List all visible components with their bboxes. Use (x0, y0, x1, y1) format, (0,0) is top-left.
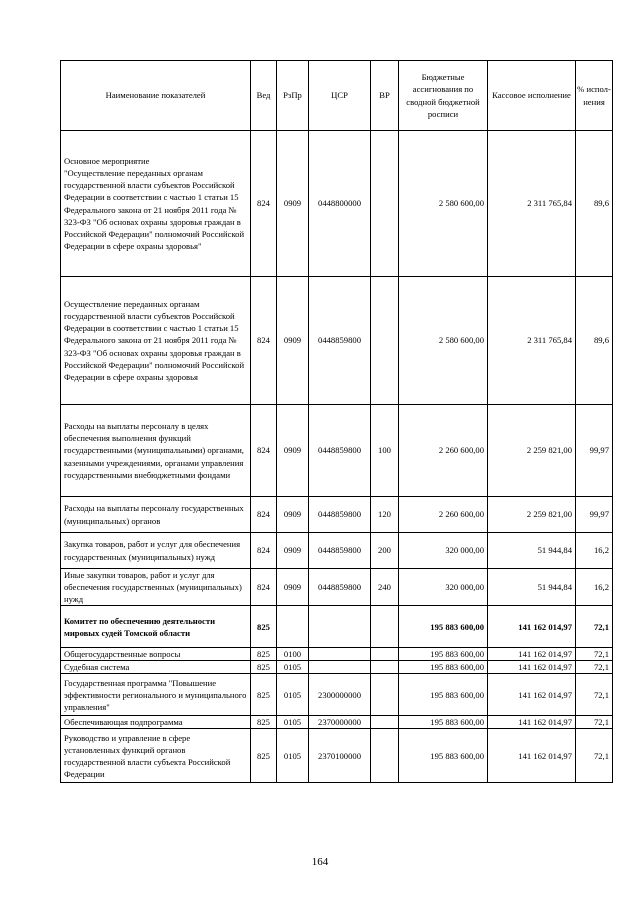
table-row (61, 497, 613, 533)
cell-ved: 824 (251, 277, 277, 405)
cell-rzpr: 0909 (277, 131, 309, 277)
header-rzpr: РзПр (277, 61, 309, 131)
cell-cash: 141 162 014,97 (488, 674, 576, 716)
table-row (61, 648, 613, 661)
cell-cash: 51 944,84 (488, 533, 576, 569)
cell-pct: 72,1 (576, 716, 613, 729)
table-header-row (61, 61, 613, 131)
cell-cash: 51 944,84 (488, 569, 576, 606)
cell-rzpr: 0909 (277, 405, 309, 497)
cell-name: Закупка товаров, работ и услуг для обеспечения государственных (муниципальных) нужд (61, 533, 251, 569)
cell-name: Общегосударственные вопросы (61, 648, 251, 661)
cell-cash: 141 162 014,97 (488, 648, 576, 661)
cell-cash: 141 162 014,97 (488, 606, 576, 648)
cell-pct: 99,97 (576, 497, 613, 533)
cell-cash: 141 162 014,97 (488, 729, 576, 783)
cell-vr (371, 131, 399, 277)
cell-pct: 89,6 (576, 131, 613, 277)
cell-vr (371, 277, 399, 405)
cell-vr: 100 (371, 405, 399, 497)
cell-ved: 825 (251, 716, 277, 729)
header-name: Наименование показателей (61, 61, 251, 131)
cell-pct: 72,1 (576, 674, 613, 716)
table-row (61, 405, 613, 497)
cell-csr: 0448859800 (309, 533, 371, 569)
cell-rzpr: 0105 (277, 729, 309, 783)
table-row (61, 569, 613, 606)
table-row (61, 606, 613, 648)
cell-name: Осуществление переданных органам государственной власти субъектов Российской Федерации в соответствии с частью 1 статьи 15 Федерального закона от 21 ноября 2011 года № 323-ФЗ "Об основах охраны здоровья граждан в Российской Федерации" полномочий Российской Федерации в сфере охраны здоровья (61, 277, 251, 405)
cell-vr: 240 (371, 569, 399, 606)
cell-name: Судебная система (61, 661, 251, 674)
cell-pct: 72,1 (576, 648, 613, 661)
cell-vr (371, 606, 399, 648)
cell-csr (309, 606, 371, 648)
cell-name: Комитет по обеспечению деятельности мировых судей Томской области (61, 606, 251, 648)
table-row (61, 729, 613, 783)
cell-pct: 72,1 (576, 729, 613, 783)
cell-csr: 2370100000 (309, 729, 371, 783)
cell-vr: 200 (371, 533, 399, 569)
cell-ved: 825 (251, 648, 277, 661)
cell-name: Государственная программа "Повышение эффективности регионального и муниципального управления" (61, 674, 251, 716)
cell-alloc: 195 883 600,00 (399, 716, 488, 729)
table-row (61, 533, 613, 569)
cell-vr (371, 716, 399, 729)
cell-pct: 16,2 (576, 569, 613, 606)
cell-csr: 2370000000 (309, 716, 371, 729)
cell-cash: 141 162 014,97 (488, 661, 576, 674)
cell-vr (371, 729, 399, 783)
cell-csr: 0448800000 (309, 131, 371, 277)
cell-csr: 0448859800 (309, 569, 371, 606)
header-csr: ЦСР (309, 61, 371, 131)
cell-alloc: 195 883 600,00 (399, 606, 488, 648)
cell-cash: 141 162 014,97 (488, 716, 576, 729)
cell-pct: 72,1 (576, 606, 613, 648)
header-percent: % испол-нения (576, 61, 613, 131)
cell-name: Иные закупки товаров, работ и услуг для обеспечения государственных (муниципальных) нужд (61, 569, 251, 606)
cell-cash: 2 259 821,00 (488, 497, 576, 533)
cell-csr: 0448859800 (309, 277, 371, 405)
cell-ved: 824 (251, 533, 277, 569)
cell-csr: 0448859800 (309, 497, 371, 533)
cell-ved: 825 (251, 729, 277, 783)
header-allocations: Бюджетные ассигнования по сводной бюджетной росписи (399, 61, 488, 131)
cell-vr (371, 661, 399, 674)
header-vr: ВР (371, 61, 399, 131)
cell-alloc: 2 260 600,00 (399, 405, 488, 497)
budget-execution-table (60, 60, 613, 783)
cell-name: Руководство и управление в сфере установленных функций органов государственной власти субъекта Российской Федерации (61, 729, 251, 783)
cell-ved: 824 (251, 497, 277, 533)
cell-alloc: 195 883 600,00 (399, 661, 488, 674)
header-cash: Кассовое исполнение (488, 61, 576, 131)
cell-csr: 2300000000 (309, 674, 371, 716)
cell-alloc: 320 000,00 (399, 533, 488, 569)
cell-rzpr: 0105 (277, 716, 309, 729)
cell-pct: 99,97 (576, 405, 613, 497)
table-row (61, 716, 613, 729)
cell-rzpr: 0909 (277, 277, 309, 405)
cell-name: Расходы на выплаты персоналу в целях обеспечения выполнения функций государственными (муниципальными) органами, казенными учреждениями, органами управления государственными внебюджетными фондами (61, 405, 251, 497)
cell-vr: 120 (371, 497, 399, 533)
cell-rzpr: 0100 (277, 648, 309, 661)
cell-ved: 825 (251, 606, 277, 648)
cell-cash: 2 311 765,84 (488, 131, 576, 277)
cell-alloc: 2 580 600,00 (399, 131, 488, 277)
cell-ved: 824 (251, 405, 277, 497)
cell-ved: 825 (251, 661, 277, 674)
cell-pct: 89,6 (576, 277, 613, 405)
table-row (61, 277, 613, 405)
cell-rzpr: 0909 (277, 569, 309, 606)
cell-csr (309, 661, 371, 674)
cell-rzpr: 0909 (277, 497, 309, 533)
page-number: 164 (311, 856, 329, 868)
cell-cash: 2 259 821,00 (488, 405, 576, 497)
cell-csr: 0448859800 (309, 405, 371, 497)
cell-name: Основное мероприятие "Осуществление переданных органам государственной власти субъектов Российской Федерации в соответствии с частью 1 статьи 15 Федерального закона от 21 ноября 2011 года № 323-ФЗ "Об основах охраны здоровья граждан в Российской Федерации" полномочий Российской Федерации в сфере охраны здоровья" (61, 131, 251, 277)
cell-pct: 16,2 (576, 533, 613, 569)
table-row (61, 131, 613, 277)
cell-ved: 824 (251, 131, 277, 277)
cell-alloc: 195 883 600,00 (399, 648, 488, 661)
cell-rzpr: 0909 (277, 533, 309, 569)
cell-rzpr (277, 606, 309, 648)
cell-cash: 2 311 765,84 (488, 277, 576, 405)
cell-csr (309, 648, 371, 661)
cell-pct: 72,1 (576, 661, 613, 674)
cell-alloc: 2 580 600,00 (399, 277, 488, 405)
cell-alloc: 320 000,00 (399, 569, 488, 606)
cell-alloc: 2 260 600,00 (399, 497, 488, 533)
cell-name: Расходы на выплаты персоналу государственных (муниципальных) органов (61, 497, 251, 533)
header-ved: Вед (251, 61, 277, 131)
table-row (61, 674, 613, 716)
cell-vr (371, 674, 399, 716)
cell-alloc: 195 883 600,00 (399, 729, 488, 783)
cell-ved: 825 (251, 674, 277, 716)
cell-vr (371, 648, 399, 661)
table-row (61, 661, 613, 674)
cell-alloc: 195 883 600,00 (399, 674, 488, 716)
cell-name: Обеспечивающая подпрограмма (61, 716, 251, 729)
cell-rzpr: 0105 (277, 674, 309, 716)
cell-rzpr: 0105 (277, 661, 309, 674)
cell-ved: 824 (251, 569, 277, 606)
